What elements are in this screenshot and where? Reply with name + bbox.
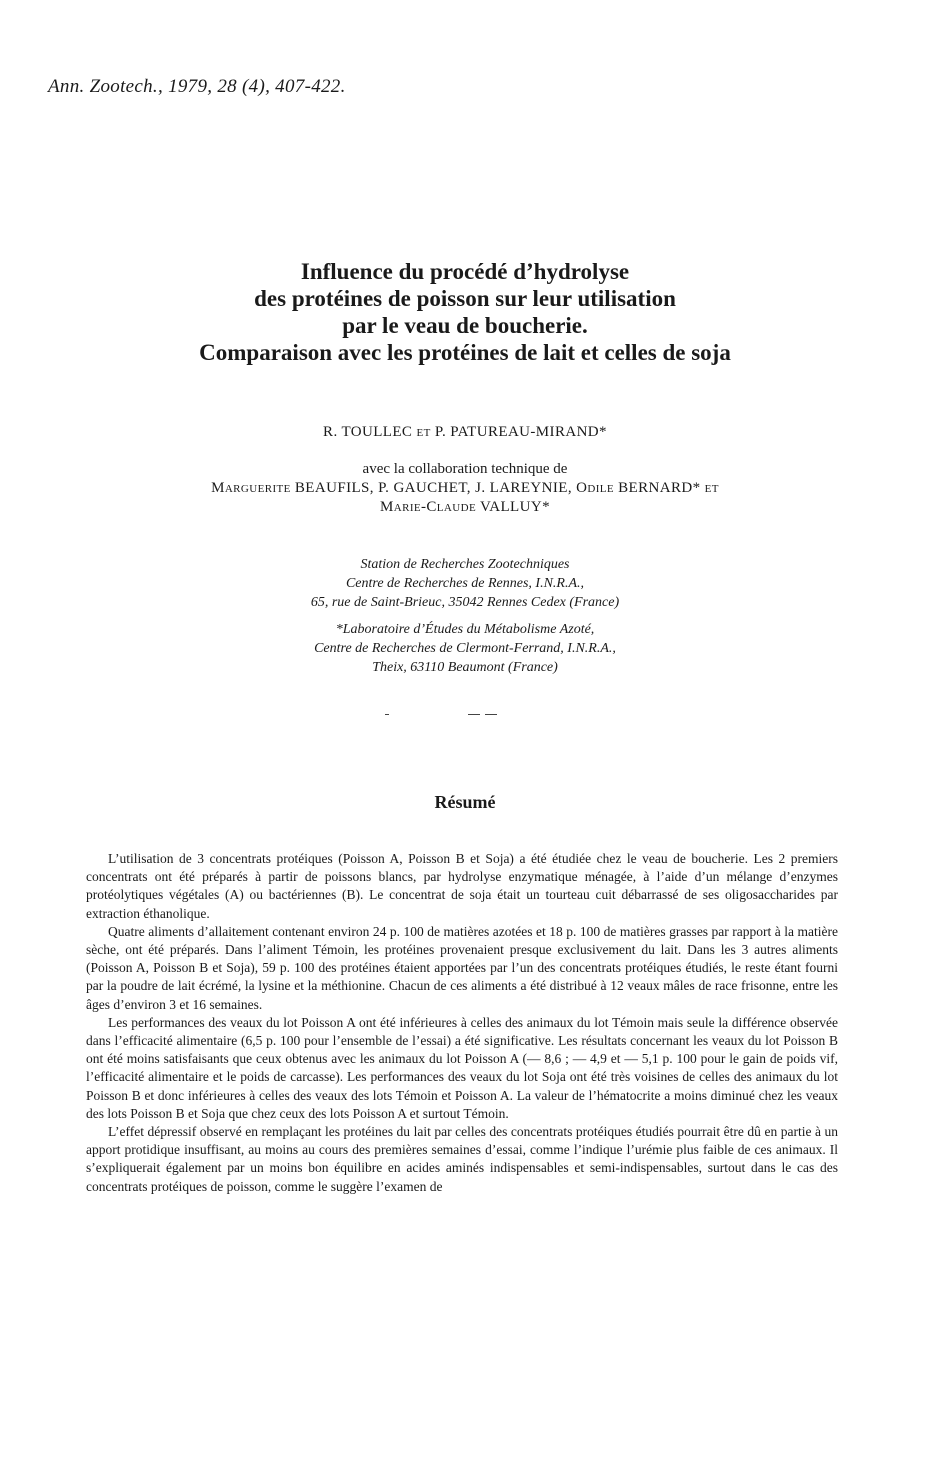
title-line: Influence du procédé d’hydrolyse (300, 259, 630, 284)
abstract-heading: Résumé (434, 792, 496, 812)
affiliation-line: Centre de Recherches de Clermont-Ferrand, I.N.R.A., (314, 641, 616, 656)
authors: R. TOULLEC et P. PATUREAU-MIRAND* (323, 424, 607, 440)
abstract-paragraph: L’utilisation de 3 concentrats protéiques (Poisson A, Poisson B et Soja) a été étudiée chez le veau de boucherie. Les 2 premiers concentrats ont été préparés à partir de poissons blancs, par hydrolyse enzymatique ménagée, à l’aide d’un mélange d’enzymes protéolytiques végétales (A) ou bactériennes (B). Le concentrat de soja était un tourteau cuit débarrassé de ses oligosaccharides par extraction éthanolique. (86, 851, 838, 921)
collaboration-intro: avec la collaboration technique de (362, 461, 568, 477)
title-line: par le veau de boucherie. (342, 313, 588, 338)
affiliation-clermont (0, 620, 930, 677)
collaborator-names-cont: Marie-Claude VALLUY* (380, 499, 550, 515)
title-line: des protéines de poisson sur leur utilisation (254, 286, 676, 311)
affiliation-line: 65, rue de Saint-Brieuc, 35042 Rennes Cedex (France) (310, 595, 620, 610)
abstract-paragraph: Les performances des veaux du lot Poisson A ont été inférieures à celles des animaux du lot Témoin mais seule la différence observée dans l’efficacité alimentaire (6,5 p. 100 pour l’ensemble de l’essai) a été significative. Les résultats concernant les veaux du lot Poisson B ont été moins satisfaisants que ceux obtenus avec les animaux du lot Poisson A (— 8,6 ; — 4,9 et — 5,1 p. 100 pour le gain de poids vif, l’efficacité alimentaire et le poids de carcasse). Les performances des veaux du lot Soja ont été très voisines de celles des animaux du lot Poisson B et donc inférieures à celles des veaux des lots Témoin et Poisson A. La valeur de l’hématocrite a moins diminué chez les veaux des lots Poisson B et Soja que chez ceux des lots Poisson A et surtout Témoin. (86, 1014, 838, 1121)
abstract-paragraph: Quatre aliments d’allaitement contenant environ 24 p. 100 de matières azotées et 18 p. 100 de matières grasses par rapport à la matière sèche, ont été préparés. Dans l’aliment Témoin, les protéines provenaient presque exclusivement du lait. Dans les 3 autres aliments (Poisson A, Poisson B et Soja), 59 p. 100 des protéines étaient apportées par l’un des concentrats protéiques étudiés, le reste étant fourni par la poudre de lait écrémé, la lysine et la méthionine. Chacun de ces aliments a été distribué à 12 veaux mâles de race frisonne, entre les âges d’environ 3 et 16 semaines. (86, 923, 838, 1012)
abstract-body (86, 850, 838, 1196)
affiliation-line: Station de Recherches Zootechniques (360, 557, 570, 572)
affiliation-line: *Laboratoire d’Études du Métabolisme Azoté, (335, 622, 595, 637)
technical-collaboration (0, 460, 930, 517)
affiliation-line: Theix, 63110 Beaumont (France) (372, 660, 558, 675)
abstract-paragraph: L’effet dépressif observé en remplaçant les protéines du lait par celles des concentrats protéiques étudiés pourrait être dû en partie à un apport protidique insuffisant, au moins au cours des premières semaines d’essai, comme l’indique l’urémie plus faible de ces animaux. Il s’expliquerait également par un moins bon équilibre en acides aminés indispensables et semi-indispensables, surtout dans le cas des concentrats protéiques de poisson, comme le suggère l’examen de (86, 1124, 838, 1194)
collaborator-names: Marguerite BEAUFILS, P. GAUCHET, J. LAREYNIE, Odile BERNARD* et (211, 480, 719, 496)
title-line: Comparaison avec les protéines de lait et celles de soja (199, 340, 731, 365)
section-separator (0, 714, 930, 716)
affiliation-line: Centre de Recherches de Rennes, I.N.R.A., (345, 576, 585, 591)
article-title (0, 258, 930, 366)
journal-citation: Ann. Zootech., 1979, 28 (4), 407-422. (48, 76, 346, 97)
affiliation-rennes (0, 555, 930, 612)
